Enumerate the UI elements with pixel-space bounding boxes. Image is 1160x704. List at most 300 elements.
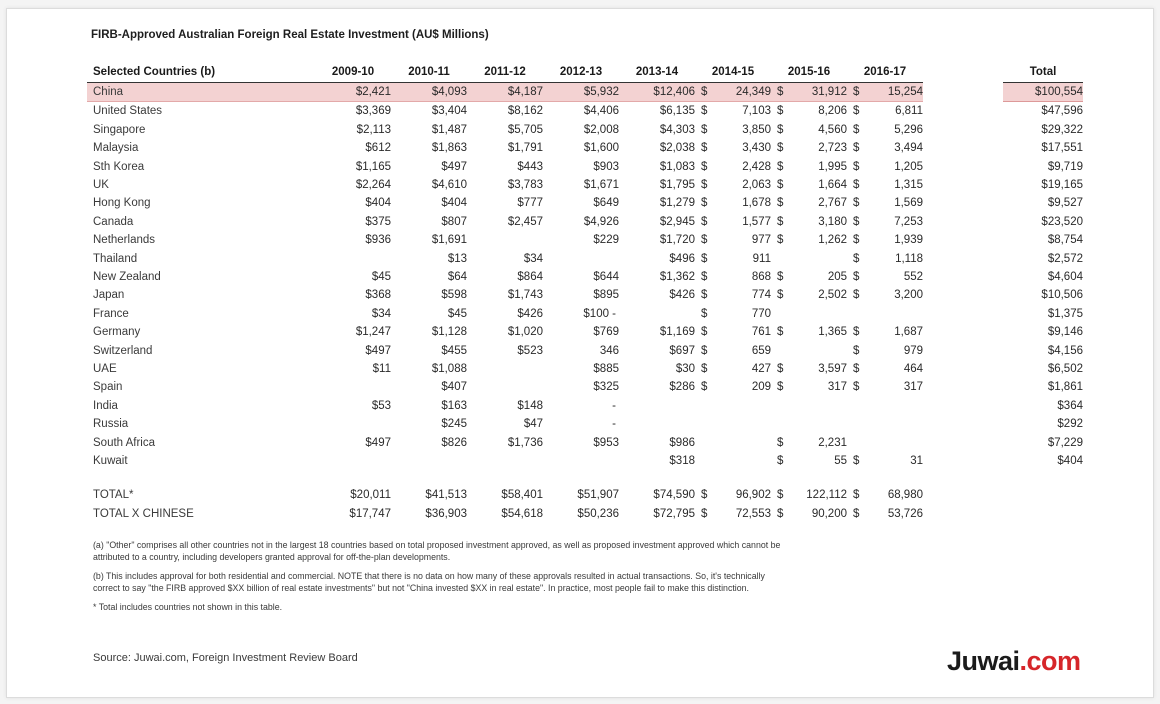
value-cell [695, 486, 771, 504]
table-row [87, 360, 1083, 378]
currency-symbol: $ [777, 105, 784, 118]
column-header-year: 2015-16 [771, 64, 847, 82]
currency-symbol: $ [701, 489, 708, 502]
cell-value: $426 [669, 289, 695, 302]
currency-symbol: $ [853, 507, 860, 520]
cell-value: $6,135 [659, 105, 695, 118]
value-cell [619, 121, 695, 139]
cell-value: $245 [441, 418, 467, 431]
value-cell [315, 505, 391, 523]
cell-value: $649 [593, 197, 619, 210]
currency-symbol: $ [853, 344, 860, 357]
value-cell [391, 323, 467, 341]
cell-value: 3,430 [742, 142, 771, 155]
currency-symbol: $ [853, 160, 860, 173]
cell-value: 2,428 [742, 160, 771, 173]
cell-value: $443 [517, 160, 543, 173]
cell-value: $2,945 [659, 215, 695, 228]
cell-value: 3,597 [818, 362, 847, 375]
column-header-year: 2013-14 [619, 64, 695, 82]
country-name: New Zealand [93, 270, 161, 283]
report-card [6, 8, 1154, 698]
table-row [87, 286, 1083, 304]
value-cell [847, 250, 923, 268]
total-cell: $47,596 [1041, 105, 1083, 118]
value-cell [619, 250, 695, 268]
value-cell [391, 250, 467, 268]
table-row [87, 415, 1083, 433]
table-row [87, 82, 1083, 101]
cell-value: $1,736 [507, 436, 543, 449]
country-name: South Africa [93, 436, 156, 449]
cell-value: 911 [752, 252, 771, 265]
table-row [87, 121, 1083, 139]
value-cell [467, 158, 543, 176]
value-cell [467, 305, 543, 323]
cell-value: $4,406 [583, 105, 619, 118]
value-cell [695, 176, 771, 194]
value-cell [695, 342, 771, 360]
cell-value: 2,502 [818, 289, 847, 302]
cell-value: 55 [834, 455, 847, 468]
cell-value: $20,011 [350, 489, 391, 502]
dash-mark: - [612, 418, 616, 431]
value-cell [315, 415, 391, 433]
value-cell [695, 305, 771, 323]
value-cell [391, 505, 467, 523]
value-cell [847, 286, 923, 304]
currency-symbol: $ [853, 362, 860, 375]
column-header-year: 2011-12 [467, 64, 543, 82]
currency-symbol: $ [777, 489, 784, 502]
currency-symbol: $ [853, 270, 860, 283]
value-cell [543, 213, 619, 231]
value-cell [847, 415, 923, 433]
currency-symbol: $ [853, 289, 860, 302]
value-cell [771, 213, 847, 231]
value-cell [391, 415, 467, 433]
value-cell [467, 194, 543, 212]
cell-value: $47 [523, 418, 543, 431]
table-row [87, 323, 1083, 341]
total-cell: $1,375 [1047, 307, 1083, 320]
total-cell: $364 [1057, 399, 1083, 412]
value-cell [847, 505, 923, 523]
table-row [87, 378, 1083, 396]
cell-value: 3,494 [894, 142, 923, 155]
cell-value: 317 [827, 381, 847, 394]
value-cell [695, 121, 771, 139]
value-cell [695, 231, 771, 249]
cell-value: 2,723 [818, 142, 847, 155]
value-cell [315, 342, 391, 360]
value-cell [315, 305, 391, 323]
value-cell [619, 505, 695, 523]
cell-value: $50,236 [577, 507, 619, 520]
total-cell: $292 [1057, 418, 1083, 431]
cell-value: $45 [447, 307, 467, 320]
column-header-total: Total [1003, 64, 1083, 82]
cell-value: $13 [447, 252, 467, 265]
cell-value: $895 [593, 289, 619, 302]
value-cell [695, 434, 771, 452]
cell-value: $496 [669, 252, 695, 265]
cell-value: $1,088 [431, 362, 467, 375]
currency-symbol: $ [701, 289, 708, 302]
value-cell [619, 176, 695, 194]
value-cell [771, 378, 847, 396]
value-cell [467, 323, 543, 341]
value-cell [315, 268, 391, 286]
value-cell [467, 250, 543, 268]
cell-value: $30 [675, 362, 695, 375]
value-cell [771, 452, 847, 470]
total-cell: $4,156 [1047, 344, 1083, 357]
table-row [87, 342, 1083, 360]
cell-value: 770 [751, 307, 771, 320]
value-cell [695, 286, 771, 304]
value-cell [847, 82, 923, 101]
country-name: Japan [93, 289, 125, 302]
value-cell [315, 378, 391, 396]
dash-mark: - [612, 399, 616, 412]
value-cell [695, 139, 771, 157]
cell-value: $5,705 [507, 123, 543, 136]
value-cell [847, 323, 923, 341]
cell-value: 1,678 [742, 197, 771, 210]
value-cell [543, 158, 619, 176]
cell-value: $100 [583, 307, 609, 320]
cell-value: 1,118 [895, 252, 923, 265]
country-name: TOTAL* [93, 489, 134, 502]
cell-value: 5,296 [894, 123, 923, 136]
currency-symbol: $ [853, 489, 860, 502]
currency-symbol: $ [853, 142, 860, 155]
value-cell [391, 360, 467, 378]
currency-symbol: $ [777, 234, 784, 247]
value-cell [391, 231, 467, 249]
currency-symbol: $ [701, 123, 708, 136]
value-cell [619, 434, 695, 452]
currency-symbol: $ [701, 362, 708, 375]
currency-symbol: $ [701, 178, 708, 191]
total-cell: $4,604 [1047, 270, 1083, 283]
footnote: (a) "Other" comprises all other countries not in the largest 18 countries based on total proposed investment approved, as well as proposed investment approved which cannot be attributed to a country, including developers granted approval for off-the-plan developments. [93, 540, 781, 563]
value-cell [847, 268, 923, 286]
value-cell [543, 176, 619, 194]
value-cell [847, 213, 923, 231]
value-cell [771, 415, 847, 433]
cell-value: $407 [441, 381, 467, 394]
value-cell [695, 378, 771, 396]
table-row [87, 231, 1083, 249]
cell-value: $1,720 [659, 234, 695, 247]
value-cell [771, 102, 847, 121]
value-cell [619, 486, 695, 504]
cell-value: 2,231 [818, 436, 847, 449]
cell-value: 427 [751, 362, 771, 375]
value-cell [467, 486, 543, 504]
value-cell [695, 415, 771, 433]
cell-value: $17,747 [349, 507, 391, 520]
value-cell [771, 434, 847, 452]
currency-symbol: $ [777, 289, 784, 302]
currency-symbol: $ [701, 344, 708, 357]
currency-symbol: $ [853, 85, 860, 98]
cell-value: $1,743 [507, 289, 543, 302]
cell-value: $2,113 [356, 123, 391, 136]
value-cell [543, 286, 619, 304]
cell-value: $1,169 [659, 326, 695, 339]
value-cell [543, 139, 619, 157]
currency-symbol: $ [853, 252, 860, 265]
cell-value: 346 [599, 344, 619, 357]
cell-value: $11 [372, 362, 391, 375]
cell-value: $12,406 [653, 85, 695, 98]
cell-value: $148 [517, 399, 543, 412]
value-cell [695, 505, 771, 523]
value-cell [543, 415, 619, 433]
cell-value: 15,254 [887, 85, 923, 98]
value-cell [315, 323, 391, 341]
value-cell [847, 121, 923, 139]
value-cell [467, 360, 543, 378]
value-cell [619, 139, 695, 157]
currency-symbol: $ [777, 362, 784, 375]
cell-value: $5,932 [583, 85, 619, 98]
value-cell [619, 397, 695, 415]
cell-value: 72,553 [735, 507, 771, 520]
cell-value: 1,939 [894, 234, 923, 247]
value-cell [391, 213, 467, 231]
cell-value: $404 [365, 197, 391, 210]
currency-symbol: $ [777, 507, 784, 520]
value-cell [543, 250, 619, 268]
value-cell [847, 486, 923, 504]
value-cell [771, 342, 847, 360]
value-cell [771, 176, 847, 194]
currency-symbol: $ [777, 142, 784, 155]
table-row [87, 158, 1083, 176]
value-cell [543, 194, 619, 212]
country-name: India [93, 399, 118, 412]
total-cell: $9,527 [1047, 197, 1083, 210]
value-cell [467, 102, 543, 121]
value-cell [467, 268, 543, 286]
cell-value: $1,791 [507, 142, 543, 155]
value-cell [315, 397, 391, 415]
value-cell [391, 268, 467, 286]
table-row [87, 102, 1083, 121]
total-cell: $9,146 [1047, 326, 1083, 339]
table-row [87, 452, 1083, 470]
value-cell [391, 139, 467, 157]
cell-value: 7,253 [894, 215, 923, 228]
cell-value: $903 [593, 160, 619, 173]
total-cell [1003, 486, 1083, 504]
country-name: Hong Kong [93, 197, 151, 210]
cell-value: 979 [903, 344, 923, 357]
value-cell [315, 158, 391, 176]
cell-value: $286 [669, 381, 695, 394]
value-cell [619, 415, 695, 433]
cell-value: 774 [751, 289, 771, 302]
value-cell [771, 82, 847, 101]
country-name: Kuwait [93, 455, 128, 468]
value-cell [695, 158, 771, 176]
value-cell [847, 360, 923, 378]
cell-value: 122,112 [806, 489, 847, 502]
value-cell [619, 342, 695, 360]
cell-value: $1,362 [659, 270, 695, 283]
cell-value: 1,687 [894, 326, 923, 339]
value-cell [315, 102, 391, 121]
cell-value: $163 [441, 399, 467, 412]
cell-value: $612 [365, 142, 391, 155]
cell-value: $936 [365, 234, 391, 247]
cell-value: $74,590 [653, 489, 695, 502]
cell-value: 3,180 [818, 215, 847, 228]
value-cell [467, 231, 543, 249]
value-cell [391, 176, 467, 194]
value-cell [847, 102, 923, 121]
table-row [87, 434, 1083, 452]
value-cell [543, 323, 619, 341]
table-row [87, 268, 1083, 286]
value-cell [771, 397, 847, 415]
value-cell [619, 231, 695, 249]
cell-value: $1,691 [431, 234, 467, 247]
cell-value: 317 [903, 381, 923, 394]
currency-symbol: $ [853, 123, 860, 136]
cell-value: $229 [593, 234, 619, 247]
value-cell [543, 121, 619, 139]
cell-value: 8,206 [818, 105, 847, 118]
value-cell [315, 213, 391, 231]
total-cell: $100,554 [1003, 82, 1083, 101]
cell-value: 31 [910, 455, 923, 468]
cell-value: $53 [371, 399, 391, 412]
cell-value: $777 [517, 197, 543, 210]
value-cell [391, 82, 467, 101]
currency-symbol: $ [853, 381, 860, 394]
currency-symbol: $ [777, 178, 784, 191]
cell-value: 1,995 [818, 160, 847, 173]
value-cell [619, 323, 695, 341]
value-cell [391, 342, 467, 360]
value-cell [467, 397, 543, 415]
cell-value: $1,247 [355, 326, 391, 339]
cell-value: $2,264 [355, 178, 391, 191]
value-cell [695, 213, 771, 231]
value-cell [391, 486, 467, 504]
currency-symbol: $ [853, 326, 860, 339]
value-cell [315, 250, 391, 268]
currency-symbol: $ [701, 197, 708, 210]
value-cell [771, 194, 847, 212]
value-cell [543, 505, 619, 523]
value-cell [771, 360, 847, 378]
table-row [87, 139, 1083, 157]
total-cell [1003, 505, 1083, 523]
cell-value: $864 [517, 270, 543, 283]
value-cell [771, 268, 847, 286]
currency-symbol: $ [777, 215, 784, 228]
cell-value: $497 [365, 436, 391, 449]
currency-symbol: $ [777, 455, 784, 468]
cell-value: $497 [365, 344, 391, 357]
value-cell [619, 286, 695, 304]
cell-value: $885 [593, 362, 619, 375]
cell-value: 761 [751, 326, 771, 339]
value-cell [543, 342, 619, 360]
cell-value: $64 [447, 270, 467, 283]
currency-symbol: $ [853, 105, 860, 118]
currency-symbol: $ [701, 85, 708, 98]
cell-value: $807 [441, 215, 467, 228]
value-cell [543, 360, 619, 378]
cell-value: $1,487 [431, 123, 467, 136]
value-cell [315, 360, 391, 378]
currency-symbol: $ [777, 326, 784, 339]
value-cell [391, 305, 467, 323]
value-cell [315, 82, 391, 101]
country-name: United States [93, 105, 163, 118]
value-cell [771, 231, 847, 249]
cell-value: 659 [751, 344, 771, 357]
cell-value: 977 [751, 234, 771, 247]
currency-symbol: $ [701, 307, 708, 320]
country-name: UK [93, 178, 109, 191]
value-cell [391, 452, 467, 470]
value-cell [771, 505, 847, 523]
cell-value: 1,205 [894, 160, 923, 173]
cell-value: $1,020 [507, 326, 543, 339]
value-cell [467, 415, 543, 433]
cell-value: 868 [751, 270, 771, 283]
cell-value: 1,365 [818, 326, 847, 339]
value-cell [619, 158, 695, 176]
value-cell [847, 397, 923, 415]
footnotes [93, 539, 793, 619]
cell-value: 205 [827, 270, 847, 283]
value-cell [695, 194, 771, 212]
value-cell [847, 378, 923, 396]
value-cell [847, 139, 923, 157]
cell-value: 96,902 [735, 489, 771, 502]
footnote: (b) This includes approval for both residential and commercial. NOTE that there is no data on how many of these approvals resulted in actual transactions. So, it's technically correct to say "the FIRB approved $XX billion of real estate investments" but not "China invested $XX in real estate". In practice, most people fail to make this distinction. [93, 570, 765, 594]
currency-symbol: $ [777, 160, 784, 173]
value-cell [847, 158, 923, 176]
cell-value: $2,421 [355, 85, 391, 98]
juwai-logo [947, 646, 1081, 677]
value-cell [695, 82, 771, 101]
currency-symbol: $ [853, 197, 860, 210]
cell-value: $826 [441, 436, 467, 449]
country-name: Russia [93, 418, 129, 431]
table-row [87, 305, 1083, 323]
cell-value: $8,162 [507, 105, 543, 118]
value-cell [847, 305, 923, 323]
country-name: Sth Korea [93, 160, 145, 173]
cell-value: 2,767 [818, 197, 847, 210]
cell-value: $4,610 [431, 178, 467, 191]
table-row [87, 176, 1083, 194]
cell-value: 464 [903, 362, 923, 375]
value-cell [695, 102, 771, 121]
value-cell [467, 342, 543, 360]
cell-value: $54,618 [501, 507, 543, 520]
